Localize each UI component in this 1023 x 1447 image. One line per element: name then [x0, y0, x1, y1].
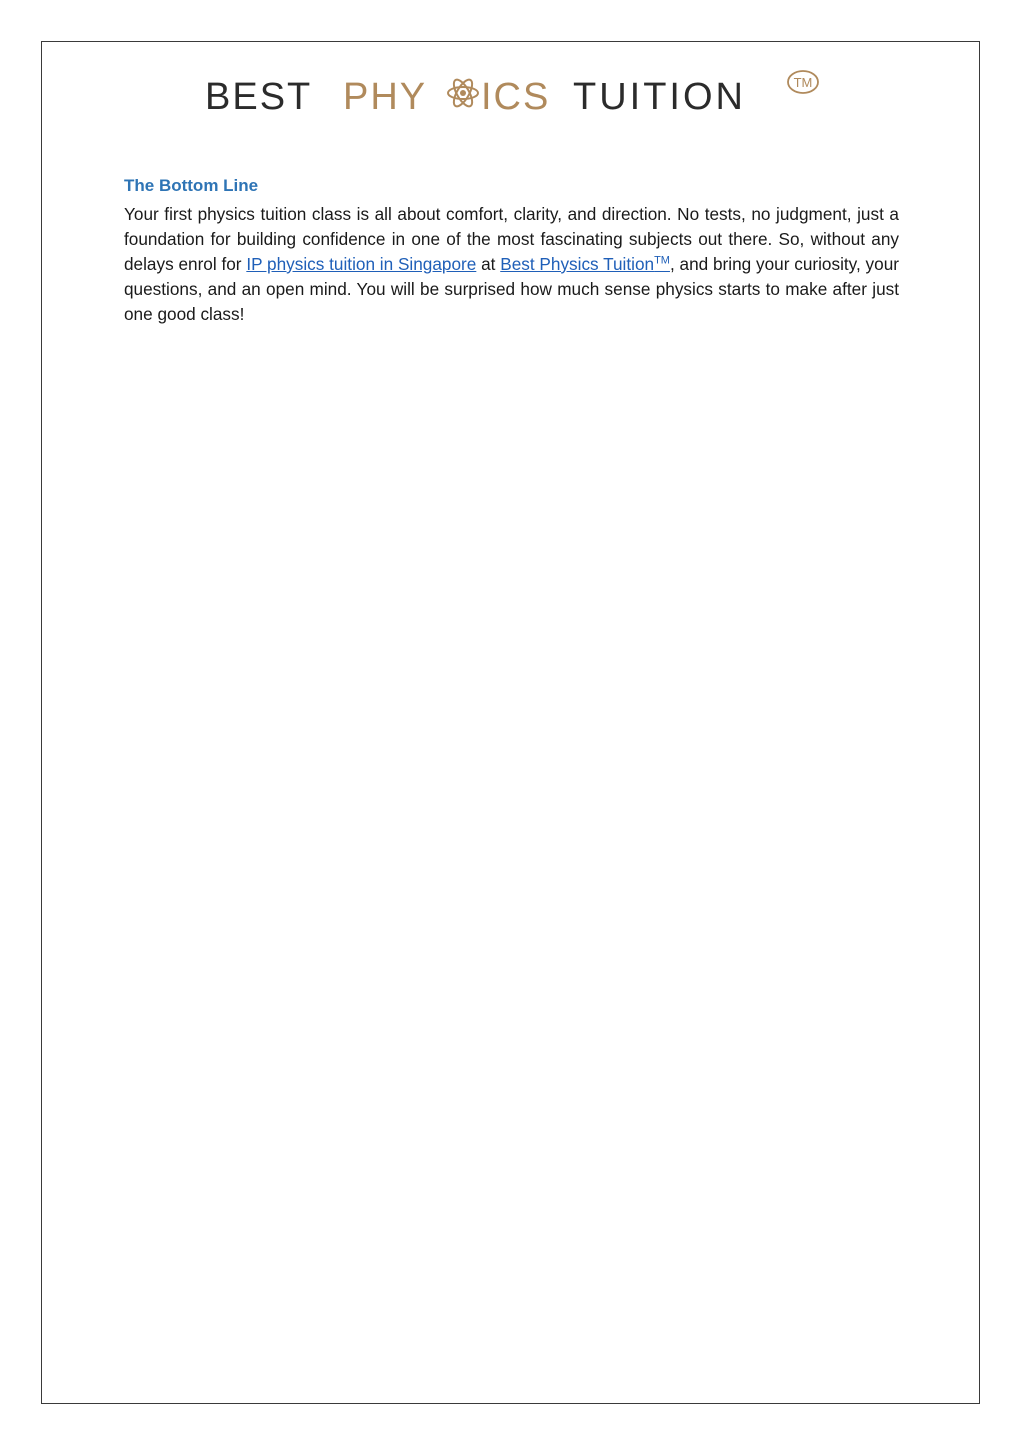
logo-graphic: [205, 68, 820, 116]
trademark-icon: [788, 71, 818, 93]
logo-tm: TM: [793, 75, 813, 90]
logo-word-phy: PHY: [343, 76, 428, 116]
logo-word-ics: ICS: [481, 76, 551, 116]
best-physics-tuition-link[interactable]: [500, 254, 670, 274]
paragraph-text-2: at: [476, 254, 501, 274]
logo-word-tuition: TUITION: [573, 76, 746, 116]
paragraph-text-3: , and bring your curiosity, your questions, and an open mind. You will be surprised how much sense physics starts to make after just one good class!: [124, 254, 899, 324]
best-physics-tuition-link-label: Best Physics Tuition: [500, 254, 655, 274]
logo-word-best: BEST: [205, 76, 313, 116]
section-heading: The Bottom Line: [124, 176, 259, 195]
best-physics-tuition-logo: [205, 68, 820, 116]
best-physics-tuition-link-sup: TM: [654, 254, 670, 267]
paragraph-text-1: Your first physics tuition class is all about comfort, clarity, and direction. No tests, no judgment, just a foundation for building confidence in one of the most fascinating subjects out there. So, without any delays enrol for: [124, 204, 899, 274]
atom-icon: [448, 77, 478, 109]
ip-physics-tuition-link[interactable]: IP physics tuition in Singapore: [246, 254, 477, 274]
section-paragraph: [124, 202, 899, 327]
main-content: [124, 173, 899, 327]
